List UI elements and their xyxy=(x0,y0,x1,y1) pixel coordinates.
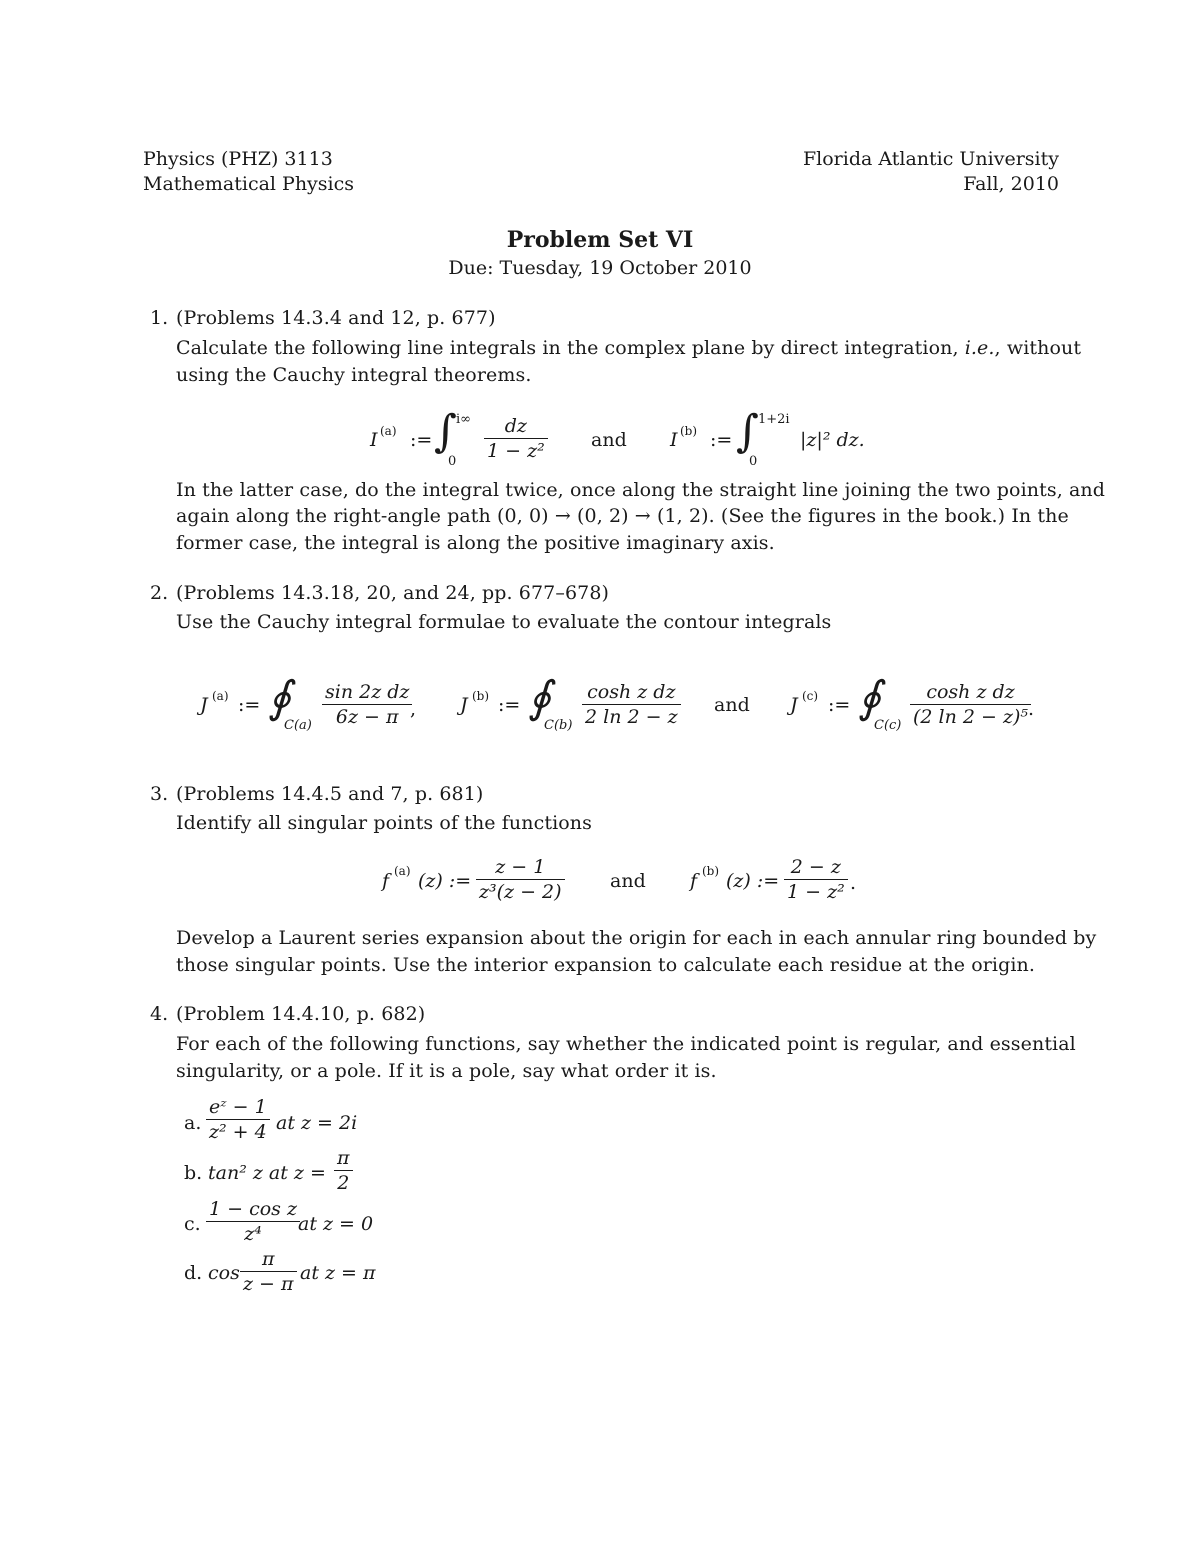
problem-text: For each of the following functions, say whether the indicated point is regular, and essential xyxy=(176,1033,1076,1055)
problem-text: Use the Cauchy integral formulae to evaluate the contour integrals xyxy=(176,611,832,633)
problem-number: 4. xyxy=(150,1003,169,1025)
fraction: $\frac{2 - z}{\text{1 − z²}}$ xyxy=(784,855,848,904)
fraction: $\frac{\pi}{2}$ xyxy=(334,1146,353,1195)
problem-text: former case, the integral is along the positive imaginary axis. xyxy=(176,532,775,554)
fraction: $\frac{\text{sin 2z dz}}{6z - \pi}$ xyxy=(322,680,412,729)
fraction: $\frac{dz}{\text{1 − z²}}$ xyxy=(484,414,548,463)
fraction: $\frac{\pi}{z - \pi}$ xyxy=(240,1247,297,1296)
contour-integral-sign: ∮ xyxy=(858,672,881,723)
integral-sign: ∫ xyxy=(434,406,457,457)
term: Fall, 2010 xyxy=(963,173,1059,195)
fraction: $\frac{\text{cosh z dz}}{2 \ln 2 - z}$ xyxy=(582,680,681,729)
problem-text: singularity, or a pole. If it is a pole, say what order it is. xyxy=(176,1060,717,1082)
fraction: $\frac{\text{1 − cos z}}{\text{z⁴}}$ xyxy=(206,1197,300,1246)
problem-text: Calculate the following line integrals in the complex plane by direct integration, i.e., without xyxy=(176,337,1082,359)
problem-number: 2. xyxy=(150,582,169,604)
problem-reference: (Problems 14.3.18, 20, and 24, pp. 677–678) xyxy=(176,582,610,604)
integral-sign: ∫ xyxy=(736,406,759,457)
subject-name: Mathematical Physics xyxy=(143,173,355,195)
contour-integral-sign: ∮ xyxy=(528,672,551,723)
problem-text: again along the right-angle path (0, 0) → (0, 2) → (1, 2). (See the figures in the book.) In the xyxy=(176,505,1069,527)
problem-reference: (Problems 14.4.5 and 7, p. 681) xyxy=(176,783,484,805)
university-name: Florida Atlantic University xyxy=(802,148,1059,170)
problem-text: Develop a Laurent series expansion about the origin for each in each annular ring bounded by xyxy=(176,927,1097,949)
problem-number: 3. xyxy=(150,783,169,805)
fraction: $\frac{\text{cosh z dz}}{\text{(2 ln 2 − z)⁵}}$ xyxy=(910,680,1031,729)
problem-text: In the latter case, do the integral twice, once along the straight line joining the two points, and xyxy=(176,479,1105,501)
course-name: Physics (PHZ) 3113 xyxy=(143,148,333,170)
problem-reference: (Problem 14.4.10, p. 682) xyxy=(176,1003,426,1025)
problem-text: those singular points. Use the interior expansion to calculate each residue at the origin. xyxy=(176,954,1036,976)
problem-number: 1. xyxy=(150,307,169,329)
contour-integral-sign: ∮ xyxy=(268,672,291,723)
fraction: $\frac{\text{eᶻ − 1}}{\text{z² + 4}}$ xyxy=(206,1095,270,1144)
problem-text: using the Cauchy integral theorems. xyxy=(176,364,532,386)
due-date: Due: Tuesday, 19 October 2010 xyxy=(448,257,752,279)
page-title: Problem Set VI xyxy=(506,227,694,253)
problem-text: Identify all singular points of the functions xyxy=(176,812,592,834)
problem-reference: (Problems 14.3.4 and 12, p. 677) xyxy=(176,307,496,329)
fraction: $\frac{z - 1}{\text{z³(z − 2)}}$ xyxy=(476,855,565,904)
